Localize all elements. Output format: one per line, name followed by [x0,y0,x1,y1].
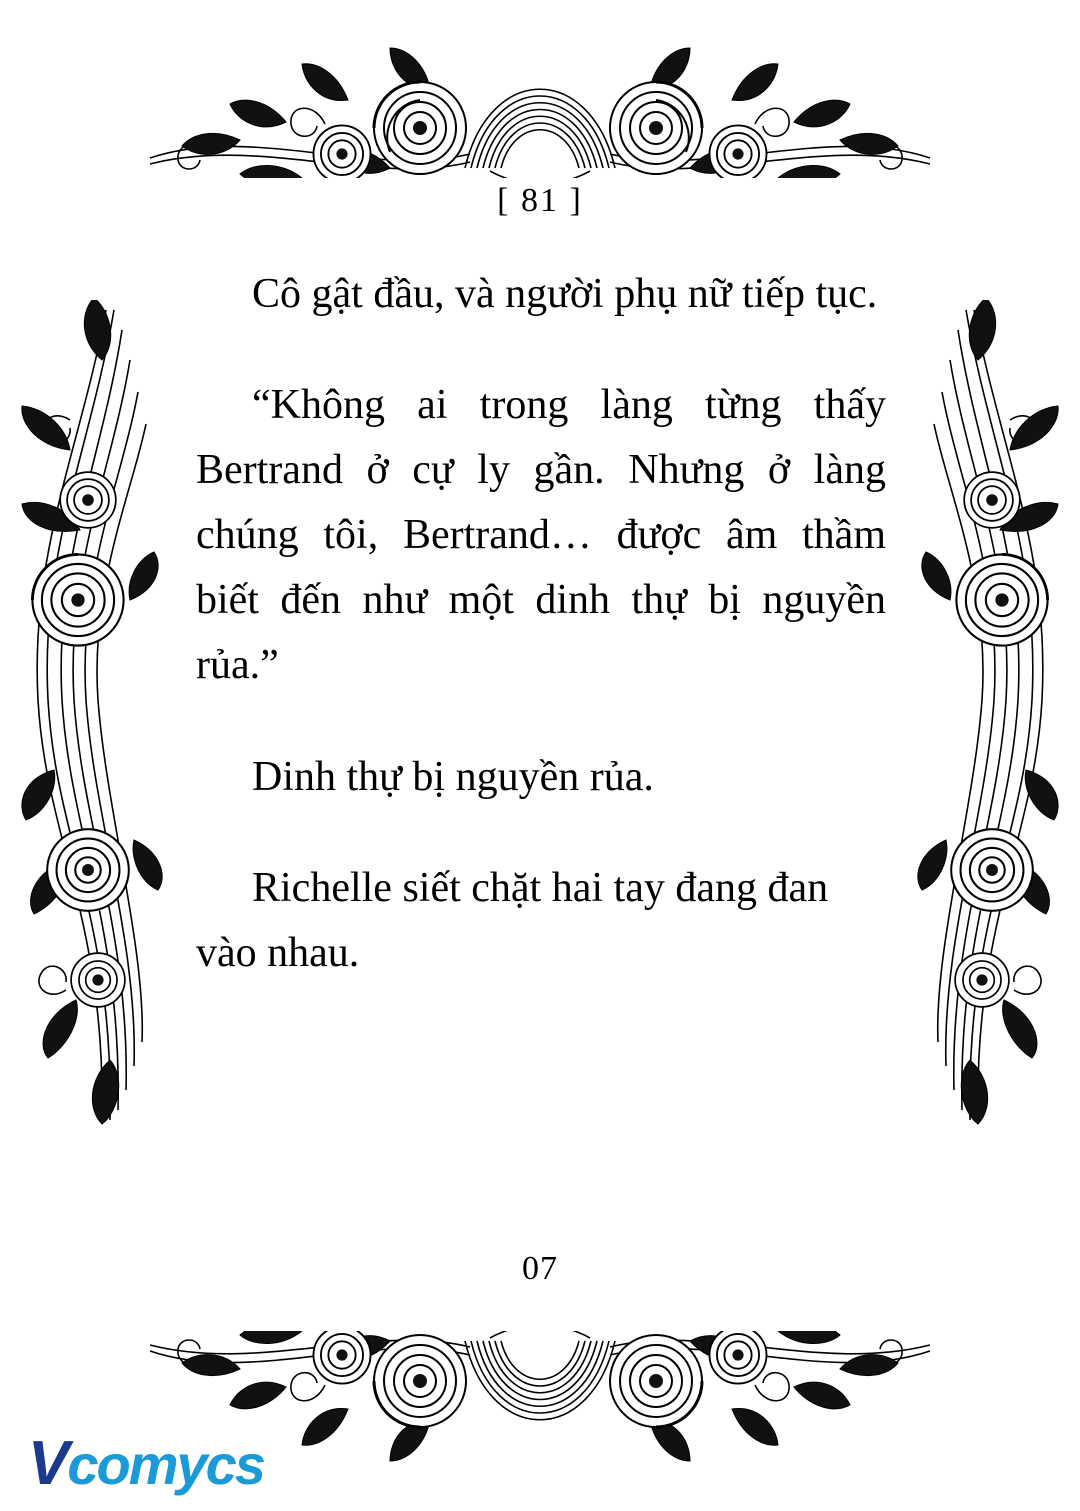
watermark-logo [28,1427,278,1501]
rose-vine-ornament-left-icon [10,300,170,1130]
rose-vine-ornament-top-icon [90,28,990,178]
watermark-prefix: V [28,1429,68,1498]
rose-vine-ornament-right-icon [910,300,1070,1130]
paragraph-1: Cô gật đầu, và người phụ nữ tiếp tục. [252,271,878,317]
paragraph-3: Dinh thự bị nguyền rủa. [252,753,654,800]
watermark-text [28,1427,278,1502]
page-body-text [196,262,886,986]
watermark-name: comycs [67,1433,264,1496]
page-label: [ 81 ] [497,182,583,219]
paragraph-4: Richelle siết chặt hai tay đang đan vào nhau. [196,864,829,976]
paragraph-2: “Không ai trong làng từng thấy Bertrand ở cự ly gần. Nhưng ở làng chúng tôi, Bertrand… được âm thầm biết đến như một dinh thự bị nguyền rủa.” [196,382,886,689]
page-footer-number: 07 [522,1250,558,1287]
